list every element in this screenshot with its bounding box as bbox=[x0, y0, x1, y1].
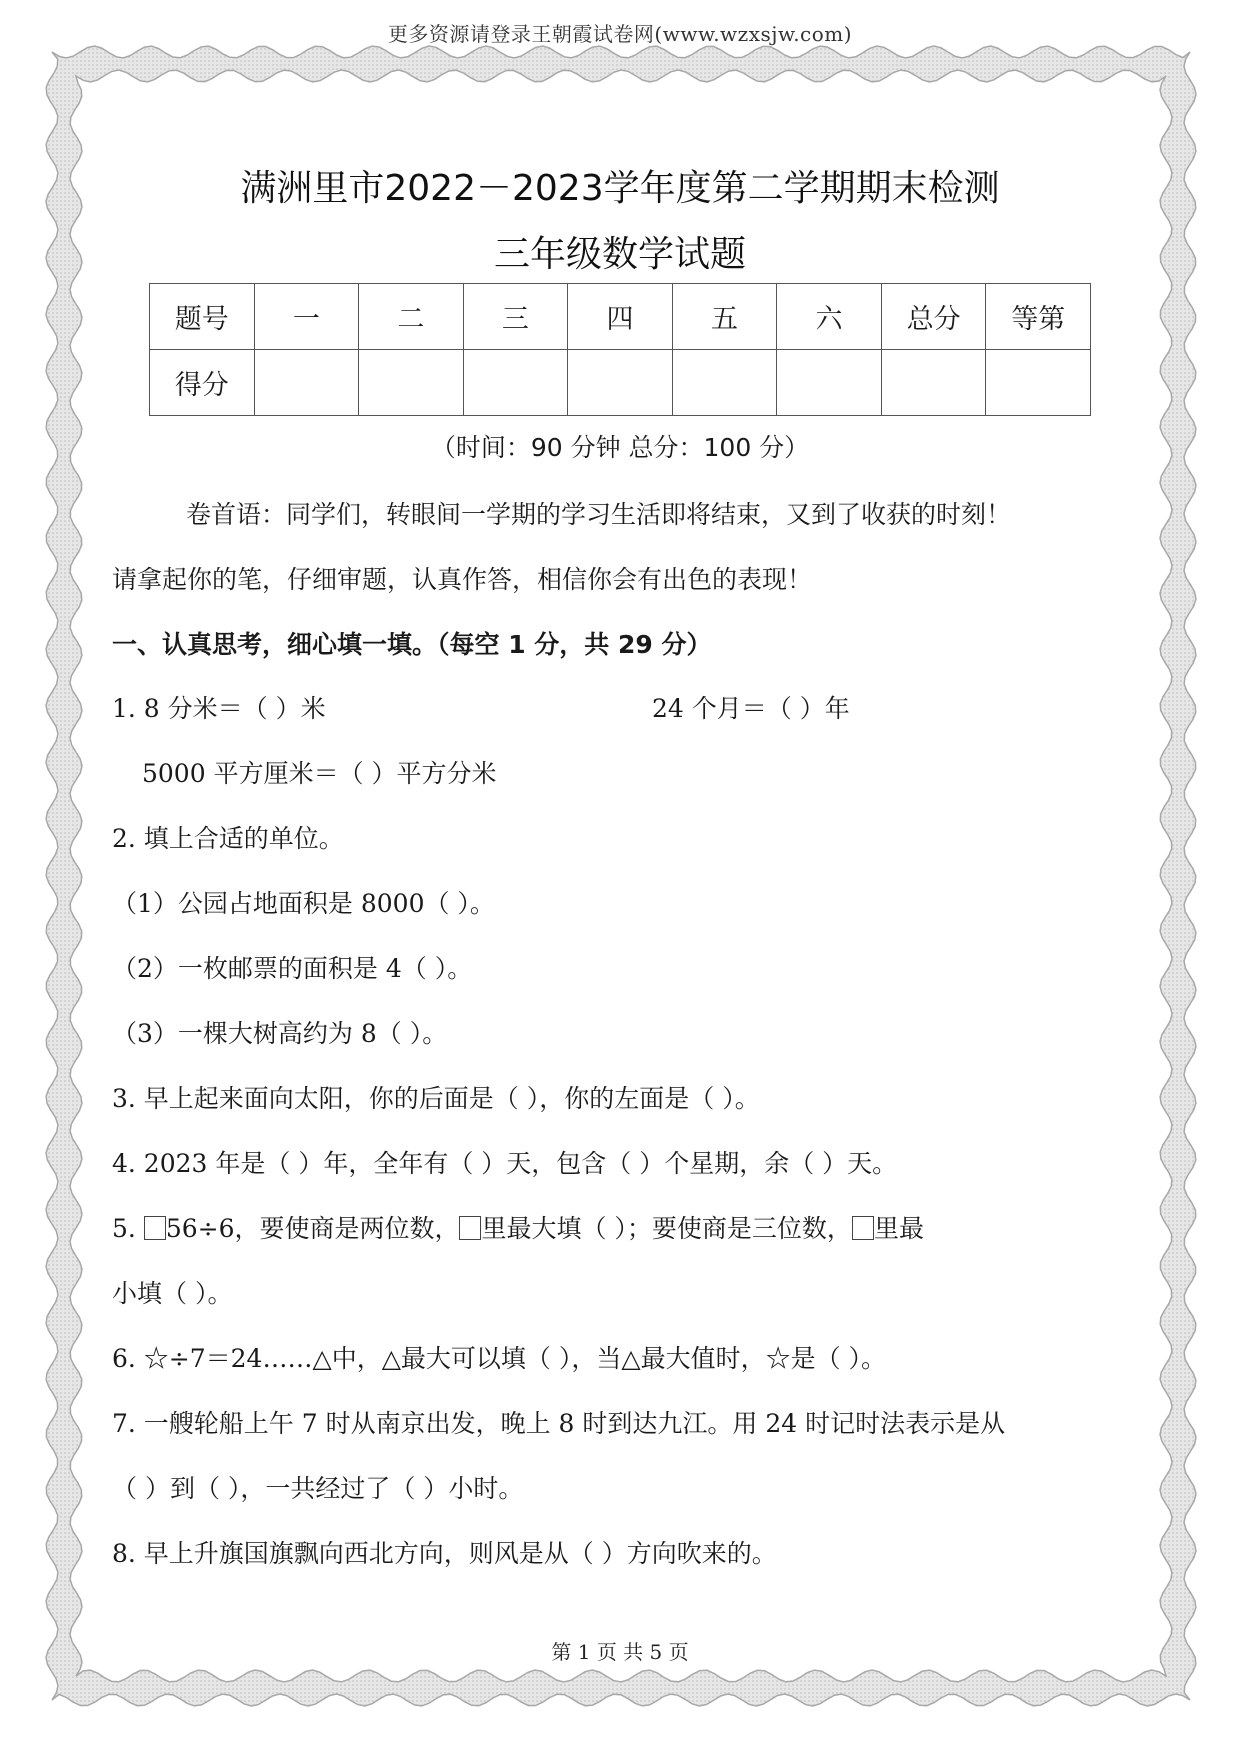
question-1c: 5000 平方厘米＝（ ）平方分米 bbox=[142, 759, 497, 788]
question-2-1: （1）公园占地面积是 8000（ ）。 bbox=[112, 889, 495, 918]
score-header-cell: 四 bbox=[568, 284, 673, 350]
score-cell[interactable] bbox=[881, 350, 986, 416]
question-7-line-1: 7. 一艘轮船上午 7 时从南京出发，晚上 8 时到达九江。用 24 时记时法表示是从 bbox=[112, 1409, 1006, 1438]
blank-box-icon bbox=[852, 1216, 874, 1240]
watermark-text: 更多资源请登录王朝霞试卷网(www.wzxsjw.com) bbox=[387, 22, 853, 46]
blank-box-icon bbox=[459, 1216, 481, 1240]
question-5-line-2: 小填（ ）。 bbox=[112, 1279, 233, 1308]
question-2: 2. 填上合适的单位。 bbox=[112, 824, 344, 853]
question-5 bbox=[112, 1212, 924, 1246]
score-cell[interactable] bbox=[254, 350, 359, 416]
question-5-prefix: 5. bbox=[112, 1214, 144, 1243]
question-3: 3. 早上起来面向太阳，你的后面是（ ），你的左面是（ ）。 bbox=[112, 1084, 760, 1113]
score-header-cell: 三 bbox=[463, 284, 568, 350]
score-header-cell: 等第 bbox=[986, 284, 1091, 350]
question-8: 8. 早上升旗国旗飘向西北方向，则风是从（ ）方向吹来的。 bbox=[112, 1539, 777, 1568]
intro-line-2: 请拿起你的笔，仔细审题，认真作答，相信你会有出色的表现！ bbox=[112, 565, 813, 594]
score-cell[interactable] bbox=[672, 350, 777, 416]
question-5-part-b: 里最大填（ ）；要使商是三位数， bbox=[481, 1214, 852, 1243]
exam-subtitle: 三年级数学试题 bbox=[493, 234, 746, 275]
blank-box-icon bbox=[144, 1216, 166, 1240]
exam-info: （时间：90 分钟 总分：100 分） bbox=[430, 433, 810, 462]
intro-line-1: 卷首语：同学们，转眼间一学期的学习生活即将结束，又到了收获的时刻！ bbox=[186, 500, 1012, 529]
exam-title: 满洲里市2022－2023学年度第二学期期末检测 bbox=[240, 168, 1000, 209]
score-cell[interactable] bbox=[568, 350, 673, 416]
score-header-cell: 二 bbox=[359, 284, 464, 350]
question-7-line-2: （ ）到（ ），一共经过了（ ）小时。 bbox=[112, 1474, 524, 1503]
score-cell[interactable] bbox=[777, 350, 882, 416]
score-header-cell: 五 bbox=[672, 284, 777, 350]
question-6: 6. ☆÷7＝24……△中，△最大可以填（ ），当△最大值时，☆是（ ）。 bbox=[112, 1344, 887, 1373]
score-cell[interactable] bbox=[359, 350, 464, 416]
score-header-cell: 一 bbox=[254, 284, 359, 350]
score-header-cell: 题号 bbox=[150, 284, 255, 350]
question-4: 4. 2023 年是（ ）年，全年有（ ）天，包含（ ）个星期，余（ ）天。 bbox=[112, 1149, 898, 1178]
question-5-part-c: 里最 bbox=[873, 1214, 924, 1243]
section-1-heading: 一、认真思考，细心填一填。（每空 1 分，共 29 分） bbox=[112, 630, 712, 659]
question-2-3: （3）一棵大树高约为 8（ ）。 bbox=[112, 1019, 448, 1048]
page-footer: 第 1 页 共 5 页 bbox=[551, 1640, 689, 1664]
score-table-score-row bbox=[150, 350, 1091, 416]
score-cell[interactable] bbox=[463, 350, 568, 416]
question-2-2: （2）一枚邮票的面积是 4（ ）。 bbox=[112, 954, 473, 983]
score-header-cell: 总分 bbox=[881, 284, 986, 350]
score-cell[interactable] bbox=[986, 350, 1091, 416]
score-table bbox=[149, 283, 1091, 416]
question-1a: 1. 8 分米＝（ ）米 bbox=[112, 694, 326, 723]
score-row-label: 得分 bbox=[150, 350, 255, 416]
score-header-cell: 六 bbox=[777, 284, 882, 350]
question-5-part-a: 56÷6，要使商是两位数， bbox=[165, 1214, 460, 1243]
score-table-header-row bbox=[150, 284, 1091, 350]
question-1b: 24 个月＝（ ）年 bbox=[652, 694, 850, 723]
